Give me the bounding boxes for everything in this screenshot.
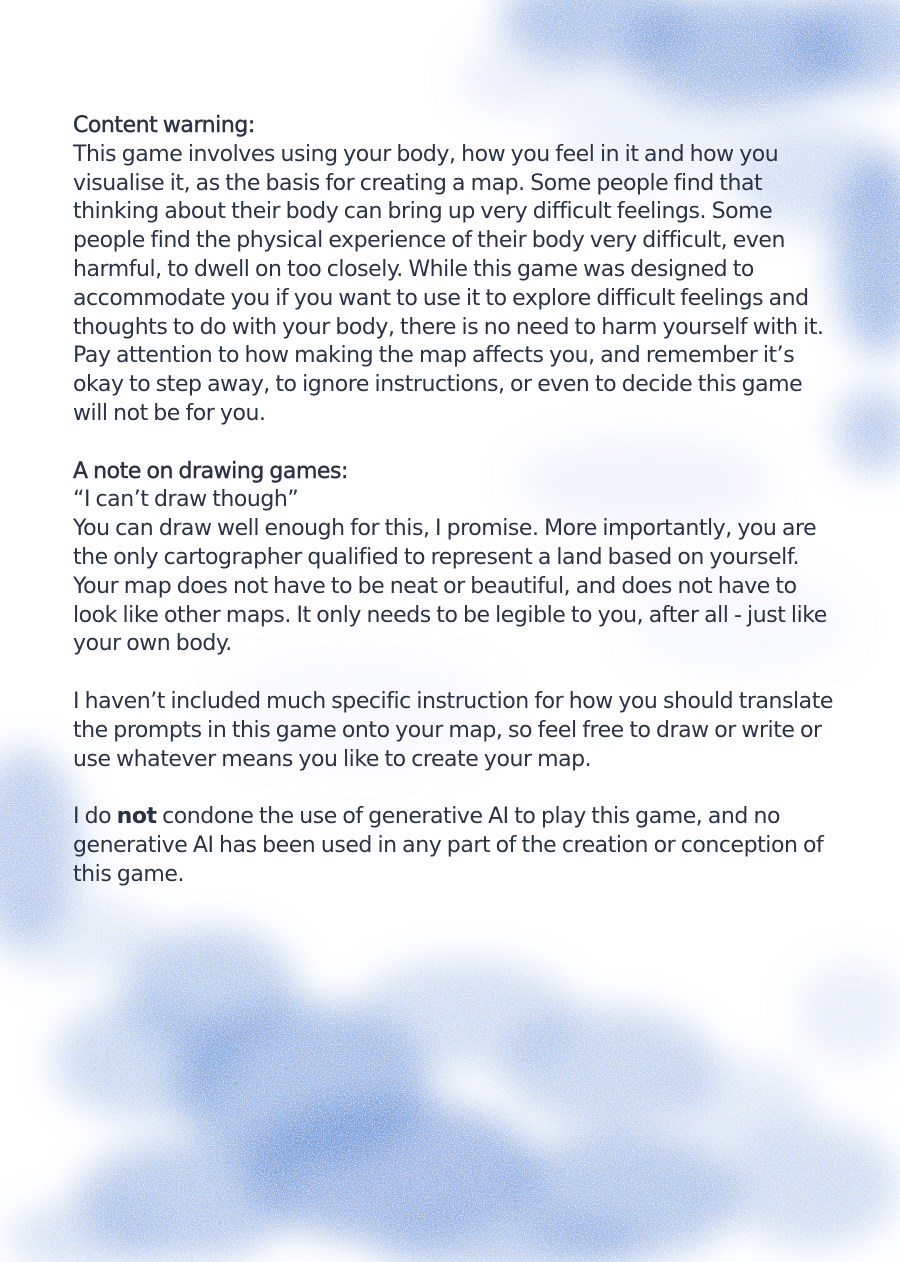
ai-statement-section bbox=[73, 803, 833, 889]
ai-statement-text bbox=[73, 803, 833, 889]
drawing-note-text: You can draw well enough for this, I promise. More importantly, you are the only cartographer qualified to represent a land based on yourself. Your map does not have to be neat or beautiful, and does not have to look like other maps. It only needs to be legible to you, after all - just like your own body. bbox=[73, 516, 827, 657]
content-warning-text: This game involves using your body, how you feel in it and how you visualise it, as the basis for creating a map. Some people find that thinking about their body can bring up very difficult feelings. Some people find the physical experience of their body very difficult, even harmful, to dwell on too closely. While this game was designed to accommodate you if you want to use it to explore difficult feelings and thoughts to do with your body, there is no need to harm yourself with it. Pay attention to how making the map affects you, and remember it’s okay to step away, to ignore instructions, or even to decide this game will not be for you. bbox=[73, 141, 824, 426]
instruction-note-text: I haven’t included much specific instruction for how you should translate the prompts in this game onto your map, so feel free to draw or write or use whatever means you like to create your map. bbox=[73, 688, 833, 772]
content-warning-section bbox=[73, 112, 833, 429]
game-intro-notes bbox=[73, 112, 833, 918]
instruction-note-section bbox=[73, 688, 833, 774]
drawing-note-quote: “I can’t draw though” bbox=[73, 487, 299, 513]
ai-statement-prefix: I do bbox=[73, 804, 117, 830]
ai-statement-emphasis: not bbox=[116, 804, 157, 830]
drawing-note-section bbox=[73, 458, 833, 660]
drawing-note-heading: A note on drawing games: bbox=[73, 458, 348, 484]
ai-statement-suffix: condone the use of generative AI to play this game, and no generative AI has been used in any part of the creation or conception of this game. bbox=[73, 804, 824, 887]
content-warning-heading: Content warning: bbox=[73, 113, 255, 138]
